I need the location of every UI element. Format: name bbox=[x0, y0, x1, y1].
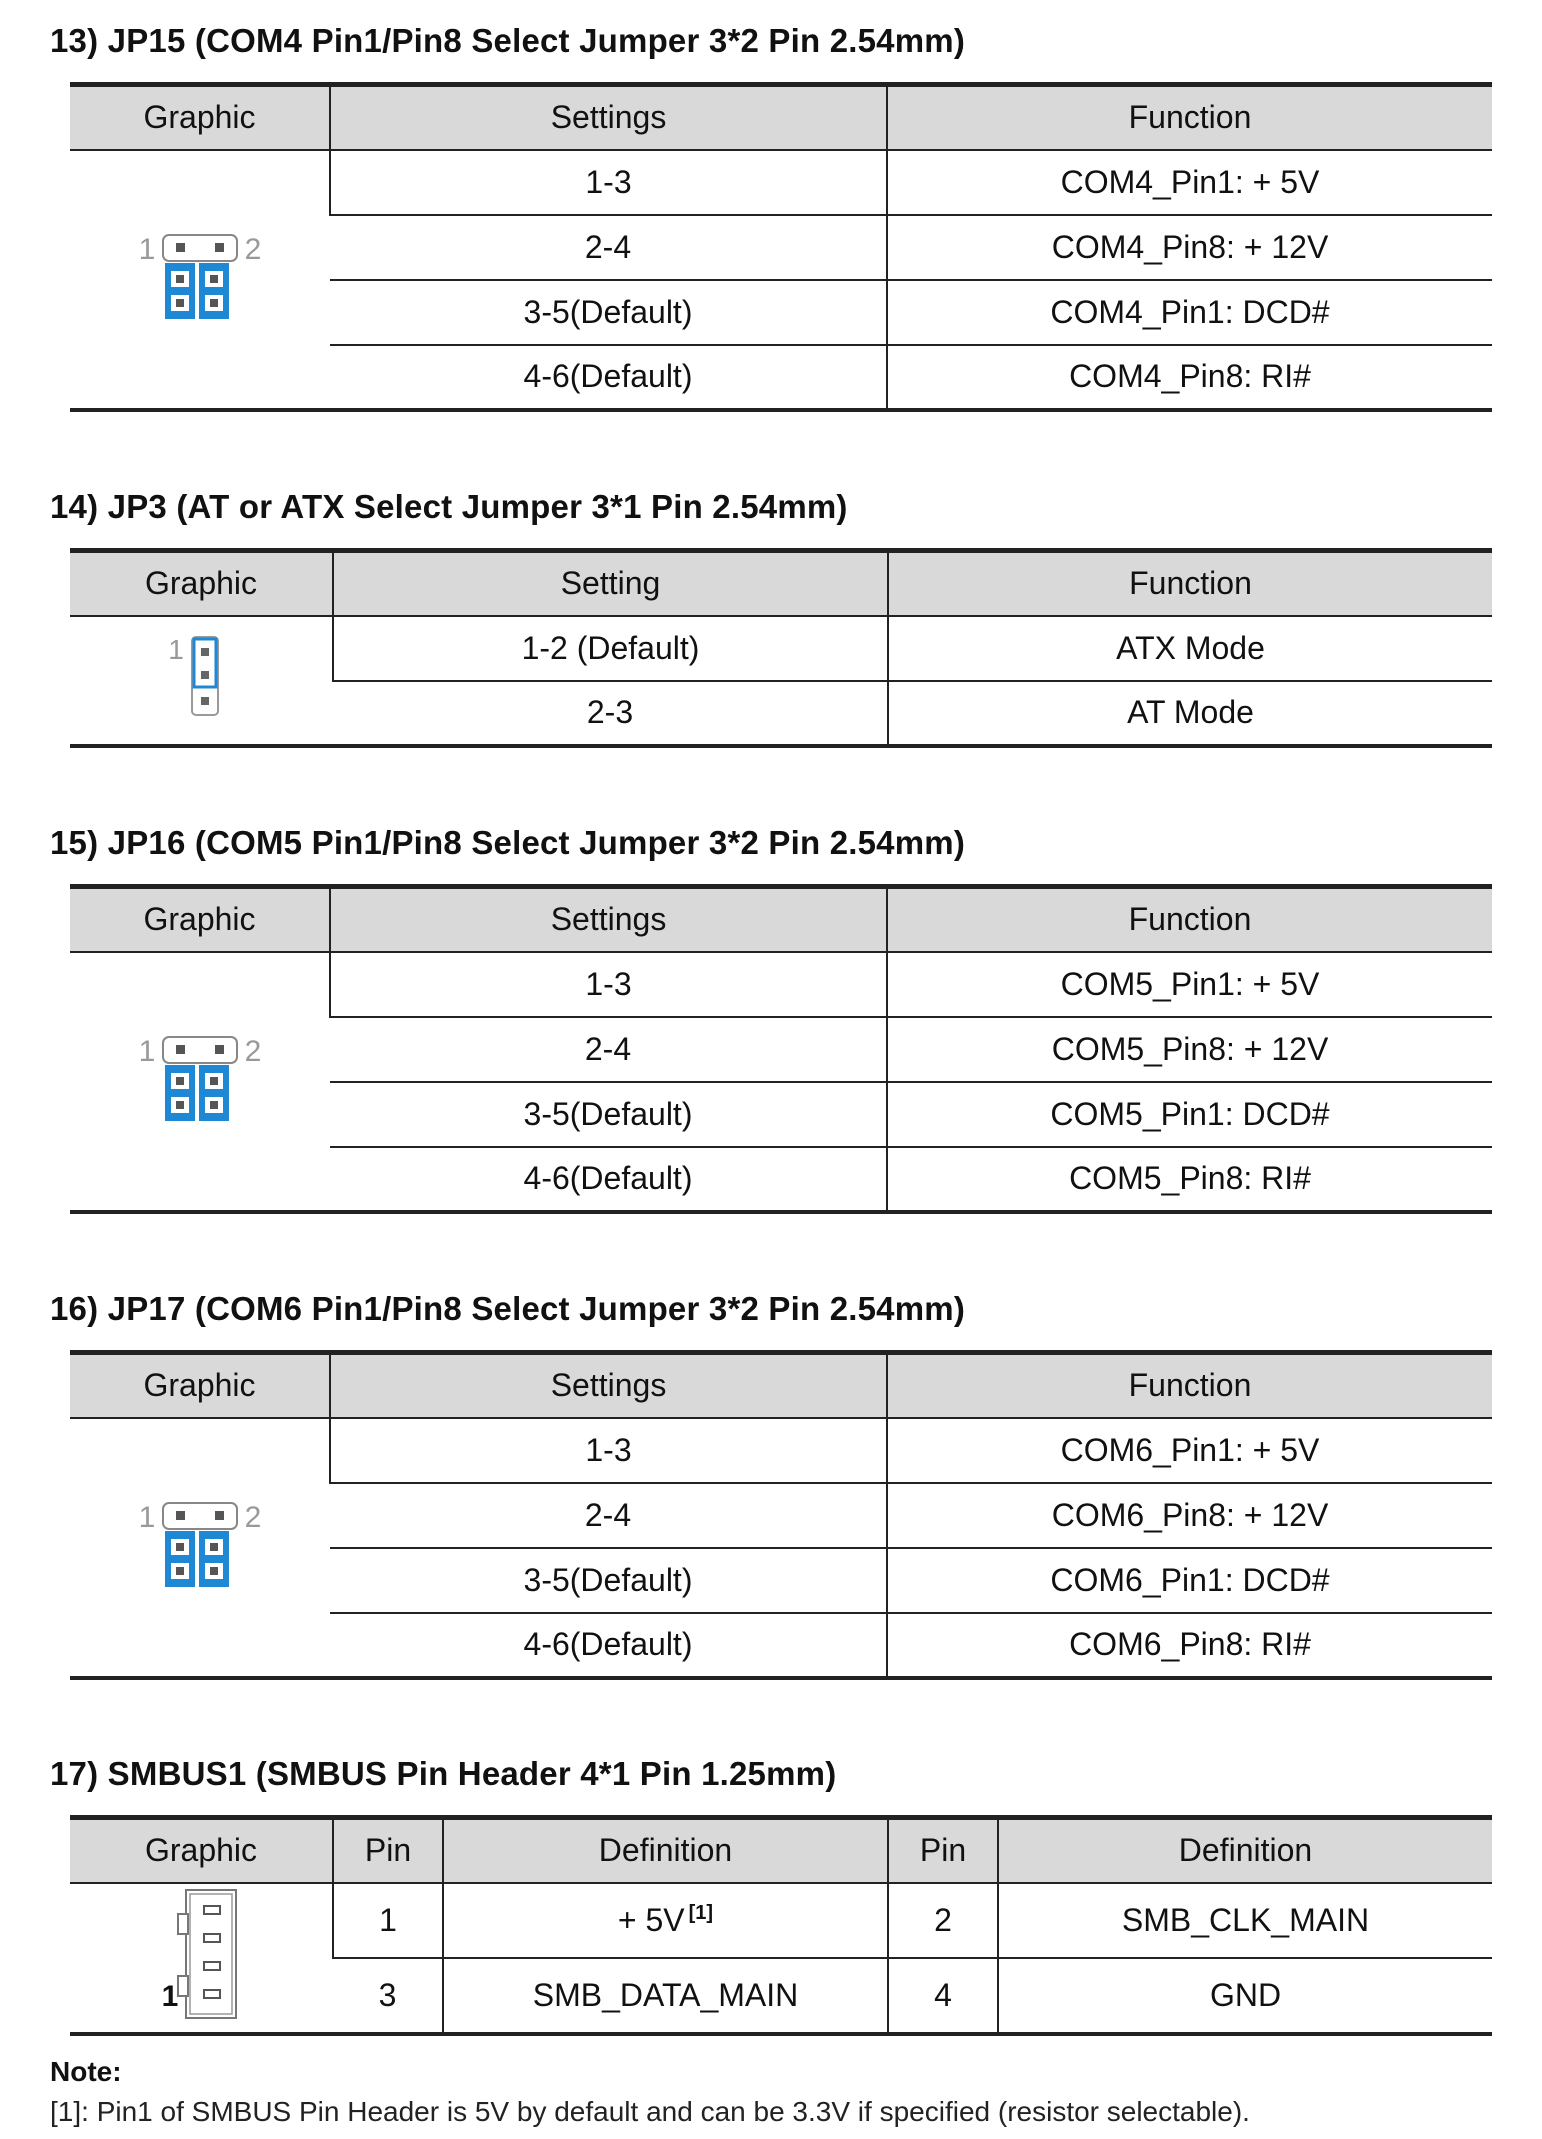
section-title-jp16: 15) JP16 (COM5 Pin1/Pin8 Select Jumper 3*2 Pin 2.54mm) bbox=[50, 824, 966, 861]
function-cell: COM5_Pin1: DCD# bbox=[887, 1082, 1492, 1147]
header-setting: Setting bbox=[333, 551, 888, 616]
definition-cell: SMB_DATA_MAIN bbox=[443, 1958, 888, 2034]
jp3-table bbox=[70, 548, 1492, 748]
function-cell: COM5_Pin8: RI# bbox=[887, 1147, 1492, 1212]
setting-cell: 3-5(Default) bbox=[330, 1548, 887, 1613]
jp15-table bbox=[70, 82, 1492, 412]
table-row bbox=[70, 952, 1492, 1017]
jumper-3x2-icon bbox=[135, 1493, 265, 1593]
function-cell: ATX Mode bbox=[888, 616, 1492, 681]
function-cell: COM4_Pin8: RI# bbox=[887, 345, 1492, 410]
function-cell: COM6_Pin8: + 12V bbox=[887, 1483, 1492, 1548]
setting-cell: 1-3 bbox=[330, 952, 887, 1017]
header-graphic: Graphic bbox=[70, 551, 333, 616]
function-cell: COM6_Pin8: RI# bbox=[887, 1613, 1492, 1678]
pin-cell: 3 bbox=[333, 1958, 443, 2034]
section-title-jp3: 14) JP3 (AT or ATX Select Jumper 3*1 Pin 2.54mm) bbox=[50, 488, 848, 525]
function-cell: COM4_Pin1: + 5V bbox=[887, 150, 1492, 215]
header-graphic: Graphic bbox=[70, 1818, 333, 1883]
header-settings: Settings bbox=[330, 1353, 887, 1418]
jp17-table bbox=[70, 1350, 1492, 1680]
header-settings: Settings bbox=[330, 85, 887, 150]
table-row bbox=[70, 1418, 1492, 1483]
header-graphic: Graphic bbox=[70, 1353, 330, 1418]
table-row bbox=[70, 150, 1492, 215]
note-text: [1]: Pin1 of SMBUS Pin Header is 5V by default and can be 3.3V if specified (resistor selectable). bbox=[50, 2096, 1250, 2127]
footnote-ref: [1] bbox=[688, 1902, 714, 1925]
pin-2-label: 2 bbox=[244, 233, 261, 266]
function-cell: COM5_Pin1: + 5V bbox=[887, 952, 1492, 1017]
smbus1-table bbox=[70, 1815, 1492, 2036]
jumper-3x1-icon bbox=[166, 631, 236, 721]
header-graphic: Graphic bbox=[70, 85, 330, 150]
graphic-cell bbox=[70, 1883, 333, 2034]
header-function: Function bbox=[887, 85, 1492, 150]
pin-1-label: 1 bbox=[138, 1035, 155, 1068]
table-header-row bbox=[70, 1353, 1492, 1418]
setting-cell: 3-5(Default) bbox=[330, 1082, 887, 1147]
jp16-table bbox=[70, 884, 1492, 1214]
header-function: Function bbox=[888, 551, 1492, 616]
section-title-jp17: 16) JP17 (COM6 Pin1/Pin8 Select Jumper 3*2 Pin 2.54mm) bbox=[50, 1290, 966, 1327]
setting-cell: 4-6(Default) bbox=[330, 1147, 887, 1212]
setting-cell: 2-4 bbox=[330, 215, 887, 280]
setting-cell: 1-3 bbox=[330, 150, 887, 215]
function-cell: COM4_Pin8: + 12V bbox=[887, 215, 1492, 280]
setting-cell: 2-3 bbox=[333, 681, 888, 746]
header-settings: Settings bbox=[330, 887, 887, 952]
pin-cell: 1 bbox=[333, 1883, 443, 1959]
table-header-row bbox=[70, 85, 1492, 150]
header-function: Function bbox=[887, 887, 1492, 952]
definition-cell: SMB_CLK_MAIN bbox=[998, 1883, 1492, 1959]
graphic-cell bbox=[70, 1418, 330, 1678]
pin-1-label: 1 bbox=[168, 634, 184, 665]
function-cell: AT Mode bbox=[888, 681, 1492, 746]
pin-1-label: 1 bbox=[138, 233, 155, 266]
graphic-cell bbox=[70, 952, 330, 1212]
function-cell: COM6_Pin1: DCD# bbox=[887, 1548, 1492, 1613]
definition-cell bbox=[443, 1883, 888, 1959]
setting-cell: 4-6(Default) bbox=[330, 1613, 887, 1678]
table-header-row bbox=[70, 887, 1492, 952]
setting-cell: 4-6(Default) bbox=[330, 345, 887, 410]
setting-cell: 1-3 bbox=[330, 1418, 887, 1483]
table-row bbox=[70, 1883, 1492, 1959]
header-graphic: Graphic bbox=[70, 887, 330, 952]
pin-1-label: 1 bbox=[161, 1979, 179, 2013]
function-cell: COM6_Pin1: + 5V bbox=[887, 1418, 1492, 1483]
setting-cell: 2-4 bbox=[330, 1483, 887, 1548]
function-cell: COM4_Pin1: DCD# bbox=[887, 280, 1492, 345]
pin-cell: 2 bbox=[888, 1883, 998, 1959]
definition-cell: GND bbox=[998, 1958, 1492, 2034]
pin-cell: 4 bbox=[888, 1958, 998, 2034]
smbus-header-icon bbox=[156, 1884, 246, 2024]
setting-cell: 3-5(Default) bbox=[330, 280, 887, 345]
table-row bbox=[70, 616, 1492, 681]
jumper-3x2-icon bbox=[135, 1027, 265, 1127]
header-definition: Definition bbox=[998, 1818, 1492, 1883]
header-function: Function bbox=[887, 1353, 1492, 1418]
pin-2-label: 2 bbox=[244, 1035, 261, 1068]
table-header-row bbox=[70, 551, 1492, 616]
function-cell: COM5_Pin8: + 12V bbox=[887, 1017, 1492, 1082]
pin-2-label: 2 bbox=[244, 1501, 261, 1534]
header-pin: Pin bbox=[888, 1818, 998, 1883]
definition-text: + 5V bbox=[617, 1901, 685, 1938]
table-header-row bbox=[70, 1818, 1492, 1883]
setting-cell: 1-2 (Default) bbox=[333, 616, 888, 681]
header-pin: Pin bbox=[333, 1818, 443, 1883]
jumper-3x2-icon bbox=[135, 225, 265, 325]
graphic-cell bbox=[70, 150, 330, 410]
graphic-cell bbox=[70, 616, 333, 746]
pin-1-label: 1 bbox=[138, 1501, 155, 1534]
header-definition: Definition bbox=[443, 1818, 888, 1883]
section-title-smbus1: 17) SMBUS1 (SMBUS Pin Header 4*1 Pin 1.25mm) bbox=[50, 1755, 837, 1792]
section-title-jp15: 13) JP15 (COM4 Pin1/Pin8 Select Jumper 3*2 Pin 2.54mm) bbox=[50, 22, 966, 59]
note-title: Note: bbox=[50, 2056, 122, 2087]
setting-cell: 2-4 bbox=[330, 1017, 887, 1082]
